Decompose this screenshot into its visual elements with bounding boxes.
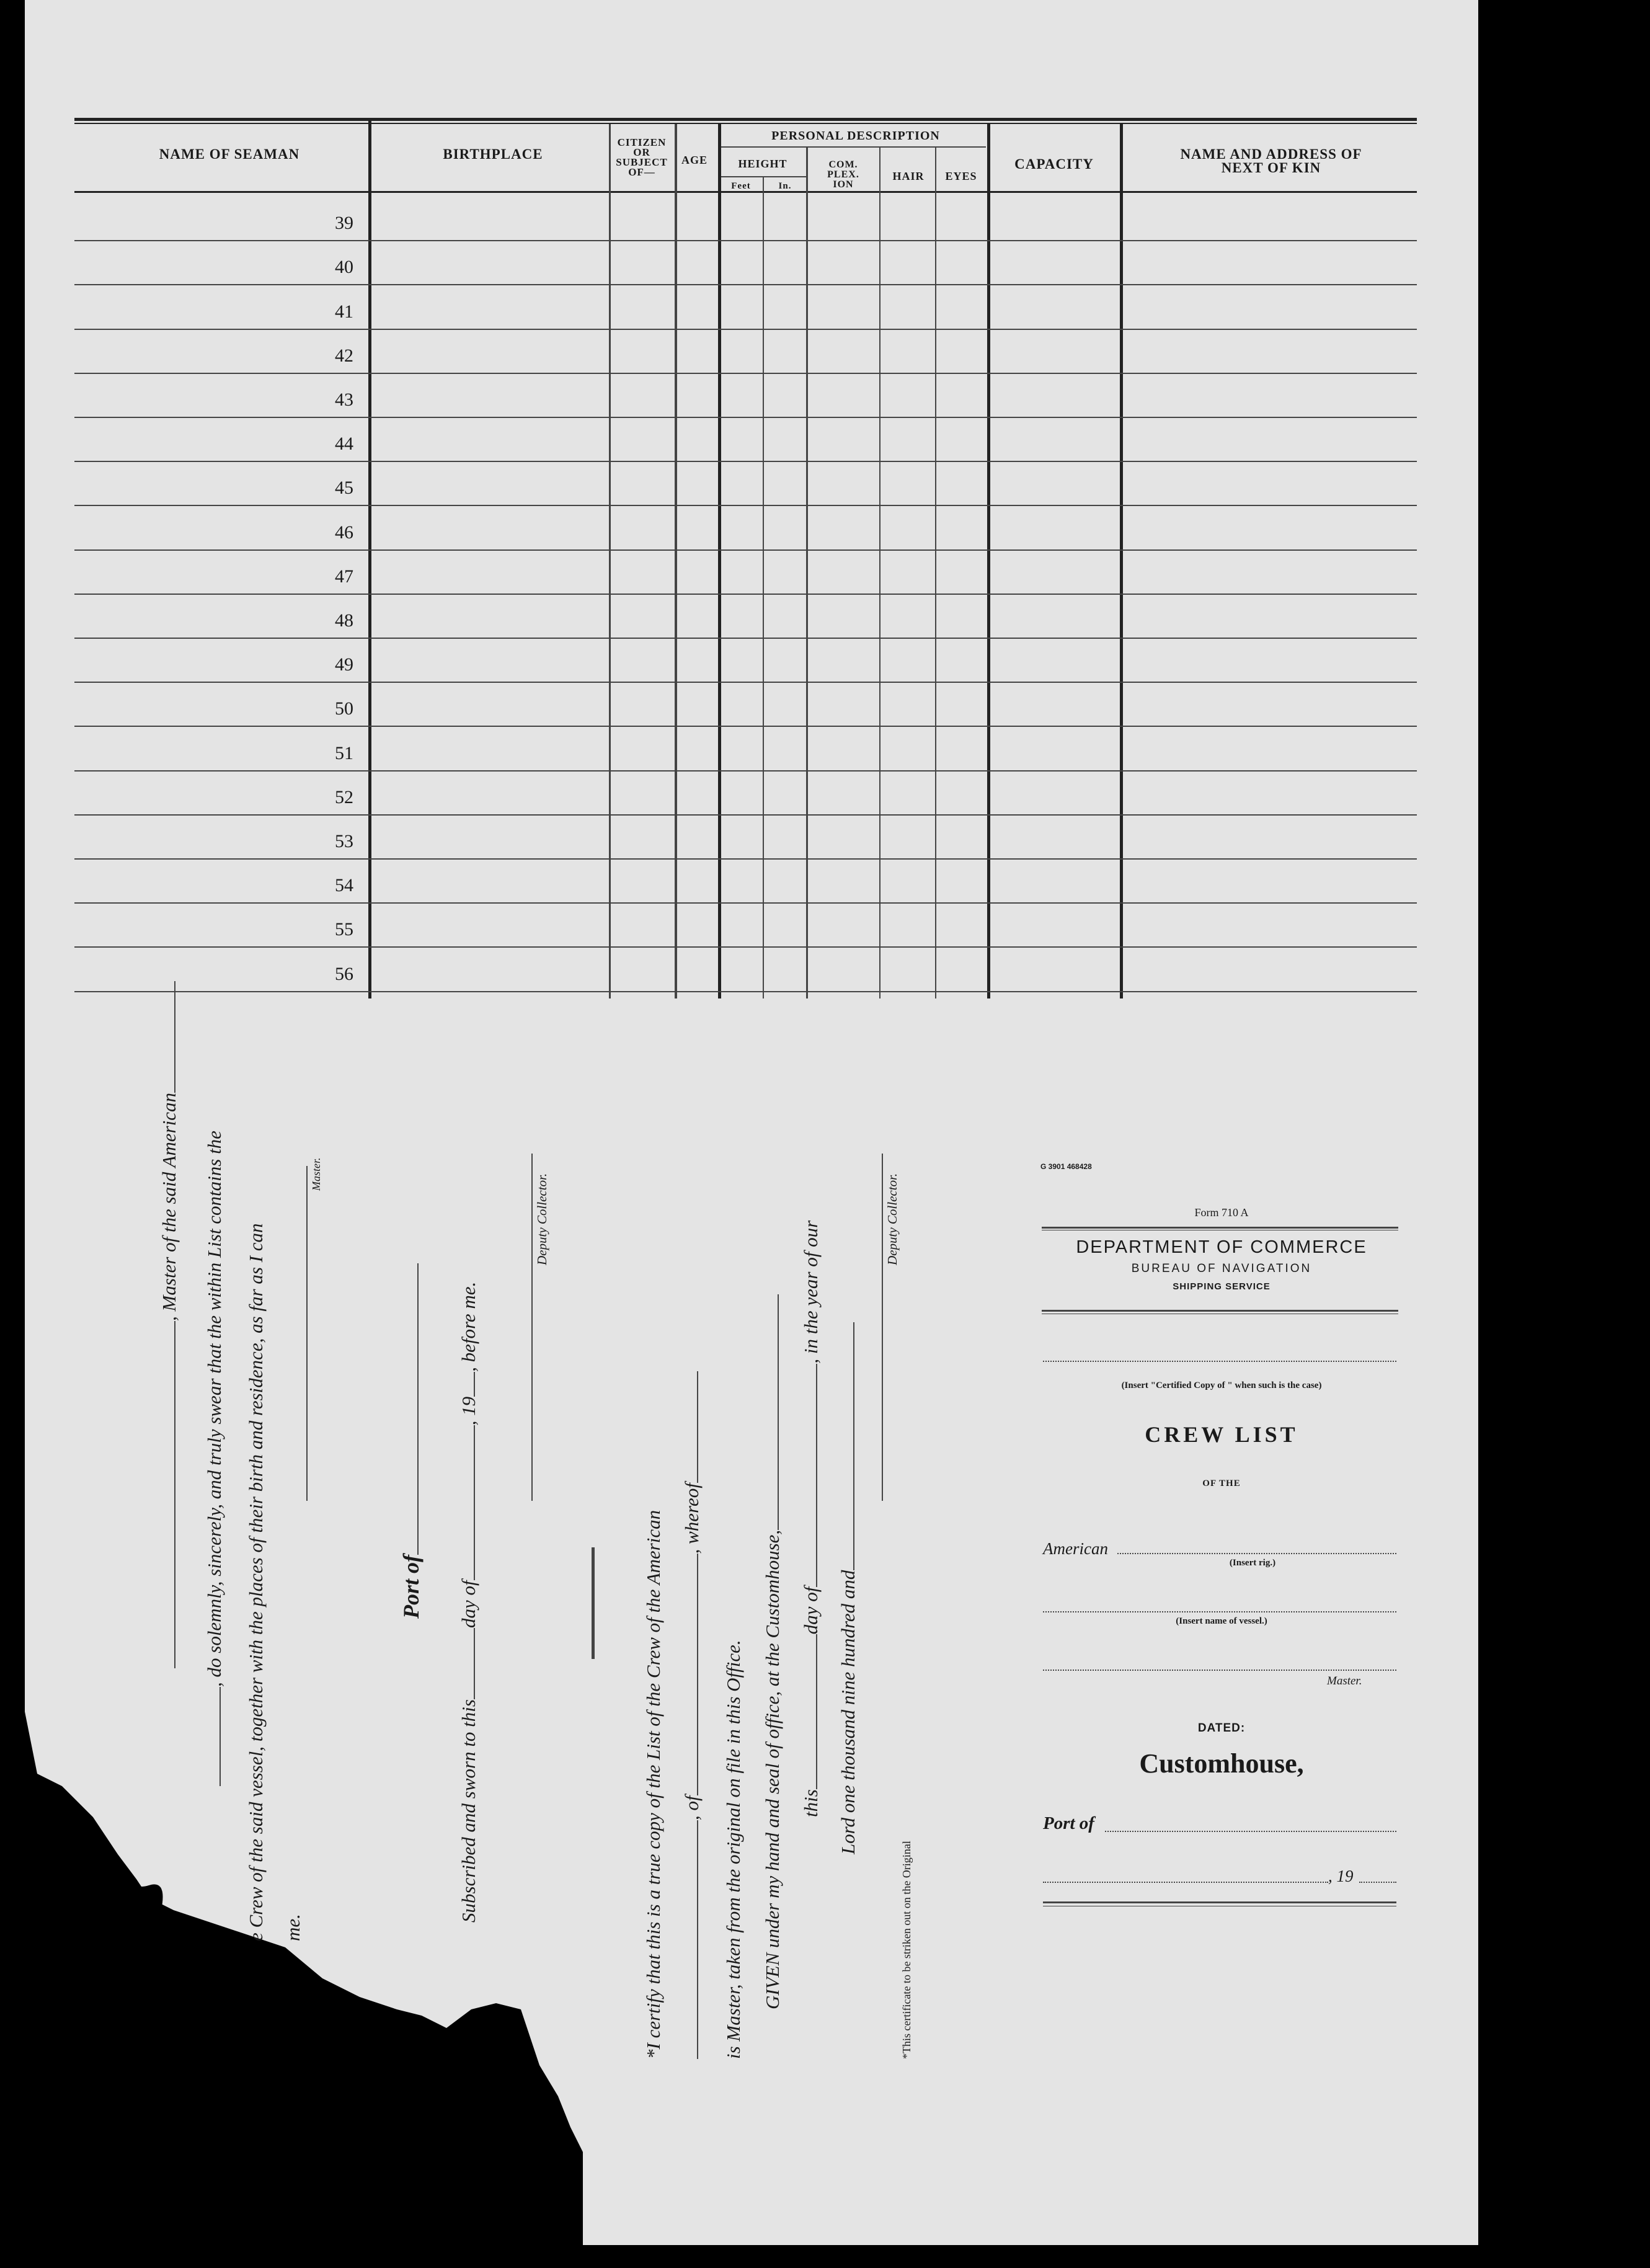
given-blank	[778, 1294, 779, 1530]
deputy-signature-line-1	[531, 1154, 533, 1501]
lord-text: Lord one thousand nine hundred and	[837, 1570, 859, 1854]
deputy-collector-2: Deputy Collector.	[885, 1173, 900, 1265]
personal-description-underline	[719, 146, 986, 148]
table-row-rule	[74, 858, 1417, 860]
header-citizen-2: OR	[633, 146, 650, 158]
row-number: 47	[335, 566, 353, 587]
table-row-rule	[74, 417, 1417, 418]
of-the: OF THE	[1202, 1479, 1241, 1488]
header-eyes: EYES	[945, 170, 977, 182]
insert-rig: (Insert rig.)	[1229, 1558, 1276, 1568]
service: SHIPPING SERVICE	[1173, 1281, 1271, 1292]
cert-month-blank	[816, 1364, 817, 1587]
cover-rule-3	[1043, 1901, 1396, 1903]
row-number: 56	[335, 964, 353, 984]
table-row-rule	[74, 682, 1417, 683]
deputy-signature-line-2	[882, 1154, 883, 1501]
certificate-line-6	[837, 1322, 859, 1854]
header-personal-description: PERSONAL DESCRIPTION	[771, 129, 940, 143]
american-blank	[1117, 1553, 1396, 1554]
day-of-label: day of	[458, 1580, 479, 1629]
year-label: , 19	[458, 1396, 479, 1426]
american-label: American	[1043, 1539, 1108, 1558]
row-number: 48	[335, 610, 353, 631]
header-age: AGE	[681, 154, 707, 166]
table-row-rule	[74, 946, 1417, 948]
port-of-label: Port of	[399, 1555, 424, 1619]
row-number: 45	[335, 478, 353, 498]
oath-line-4: me.	[282, 1914, 304, 1941]
master-blank	[1043, 1670, 1396, 1671]
vessel-name-blank	[1043, 1611, 1396, 1612]
cover-rule-1	[1042, 1227, 1398, 1229]
date-blank	[1043, 1882, 1328, 1883]
row-number: 50	[335, 698, 353, 719]
cert-of: , of	[681, 1795, 703, 1820]
bureau: BUREAU OF NAVIGATION	[1131, 1262, 1312, 1275]
row-number: 51	[335, 743, 353, 763]
col-rule-birthplace	[609, 124, 611, 998]
deputy-collector-1: Deputy Collector.	[534, 1173, 549, 1265]
col-rule-name	[368, 118, 371, 998]
oath-blank-1	[174, 1321, 175, 1668]
cover-rule-2	[1042, 1310, 1398, 1312]
cert-blank-3	[697, 1371, 698, 1483]
header-next-of-kin	[1125, 148, 1417, 175]
certified-copy-note: (Insert "Certified Copy of " when such is the case)	[1121, 1381, 1322, 1390]
row-number: 40	[335, 257, 353, 277]
table-row-rule	[74, 461, 1417, 462]
cert-year-text: , in the year of our	[800, 1220, 822, 1364]
row-number: 39	[335, 213, 353, 233]
subscribed-label: Subscribed and sworn to this	[458, 1699, 479, 1923]
header-next-of-kin-1: NAME AND ADDRESS OF	[1180, 146, 1362, 162]
col-rule-inches	[806, 146, 808, 998]
table-row-rule	[74, 240, 1417, 241]
top-rule	[74, 118, 1417, 121]
print-code: G 3901 468428	[1040, 1162, 1092, 1171]
header-citizen-4: OF—	[628, 166, 655, 178]
year-blank-cover	[1359, 1882, 1396, 1883]
certificate-footnote: *This certificate to be striken out on the Original	[900, 1841, 913, 2059]
row-number: 49	[335, 654, 353, 675]
oath-blank-2	[220, 1687, 221, 1786]
this-blank	[816, 1634, 817, 1789]
row-number: 54	[335, 875, 353, 896]
row-number: 55	[335, 919, 353, 940]
oath-blank-1b	[174, 981, 175, 1093]
oath-line-3: e Crew of the said vessel, together with the places of their birth and residence, as far as I can	[245, 1223, 267, 1941]
header-complexion	[806, 160, 880, 190]
oath-line-2	[203, 1131, 226, 1786]
row-number: 43	[335, 389, 353, 410]
oath-line-1-text: , Master of the said American	[158, 1093, 180, 1321]
table-row-rule	[74, 991, 1417, 992]
header-inches: In.	[778, 181, 792, 191]
customhouse-label: Customhouse,	[1139, 1748, 1304, 1779]
port-of-blank	[417, 1263, 419, 1555]
header-next-of-kin-2: NEXT OF KIN	[1221, 160, 1321, 176]
table-row-rule	[74, 814, 1417, 816]
row-number: 46	[335, 522, 353, 543]
table-row-rule	[74, 505, 1417, 506]
cert-whereof: , whereof	[681, 1483, 703, 1554]
col-rule-hair	[935, 146, 936, 998]
master-label: Master.	[310, 1157, 322, 1191]
col-rule-feet	[763, 176, 764, 998]
certificate-line-1: *I certify that this is a true copy of the List of the Crew of the American	[642, 1510, 664, 2059]
port-of-cover-label: Port of	[1043, 1813, 1094, 1833]
department: DEPARTMENT OF COMMERCE	[1076, 1237, 1367, 1257]
insert-vessel-name: (Insert name of vessel.)	[1176, 1616, 1267, 1626]
oath-line-2-text: , do solemnly, sincerely, and truly swear that the within List contains the	[203, 1131, 225, 1687]
table-row-rule	[74, 770, 1417, 772]
master-label-cover: Master.	[1327, 1674, 1362, 1688]
before-me-label: , before me.	[458, 1281, 479, 1372]
header-complexion-3: ION	[833, 179, 854, 190]
col-rule-citizen	[675, 124, 677, 998]
oath-line-1	[158, 981, 180, 1668]
header-citizen-1: CITIZEN	[617, 136, 667, 148]
certificate-line-2	[681, 1371, 703, 2059]
master-signature-line	[306, 1166, 308, 1501]
form-number: Form 710 A	[1194, 1206, 1249, 1219]
table-row-rule	[74, 902, 1417, 904]
separator-bar	[592, 1547, 595, 1659]
crew-list-title: CREW LIST	[1145, 1422, 1298, 1447]
given-text: GIVEN under my hand and seal of office, at the Customhouse,	[761, 1529, 783, 2009]
day-blank	[474, 1628, 475, 1699]
cert-blank-1	[697, 1820, 698, 2059]
port-of	[398, 1263, 424, 1619]
col-rule-complexion	[879, 146, 880, 998]
table-row-rule	[74, 638, 1417, 639]
certified-copy-blank	[1043, 1361, 1396, 1362]
dated-label: DATED:	[1197, 1722, 1246, 1735]
col-rule-age	[718, 124, 721, 998]
header-height: HEIGHT	[738, 158, 787, 170]
header-feet: Feet	[731, 181, 751, 191]
header-capacity: CAPACITY	[1014, 156, 1094, 172]
certificate-line-5	[800, 1221, 822, 1817]
table-row-rule	[74, 726, 1417, 727]
col-rule-eyes	[987, 124, 990, 998]
table-row-rule	[74, 329, 1417, 330]
row-number: 53	[335, 831, 353, 852]
col-rule-capacity	[1120, 124, 1123, 998]
year-blank	[474, 1372, 475, 1397]
table-row-rule	[74, 594, 1417, 595]
lord-blank	[853, 1322, 854, 1570]
header-complexion-2: PLEX.	[827, 169, 859, 180]
header-citizen-3: SUBJECT	[616, 156, 668, 168]
table-row-rule	[74, 549, 1417, 551]
header-name-of-seaman: NAME OF SEAMAN	[159, 146, 300, 162]
port-of-cover-blank	[1105, 1831, 1396, 1832]
this-label: this	[800, 1789, 822, 1817]
header-complexion-1: COM.	[828, 159, 858, 170]
row-number: 42	[335, 345, 353, 366]
header-birthplace: BIRTHPLACE	[443, 146, 543, 162]
row-number: 52	[335, 787, 353, 807]
header-citizen	[611, 138, 673, 177]
top-rule-2	[74, 123, 1417, 124]
month-blank	[474, 1425, 475, 1580]
row-number: 41	[335, 301, 353, 322]
table-row-rule	[74, 284, 1417, 285]
cert-day-of: day of	[800, 1586, 822, 1635]
year-label-cover: , 19	[1328, 1867, 1354, 1885]
table-row-rule	[74, 373, 1417, 374]
subscribed-line	[458, 1282, 480, 1923]
header-hair: HAIR	[892, 170, 925, 182]
certificate-line-3: is Master, taken from the original on file in this Office.	[722, 1640, 744, 2059]
row-number: 44	[335, 434, 353, 454]
torn-corner	[25, 0, 583, 2245]
certificate-line-4	[761, 1294, 784, 2009]
header-bottom-rule	[74, 191, 1417, 193]
cert-blank-2	[697, 1554, 698, 1795]
